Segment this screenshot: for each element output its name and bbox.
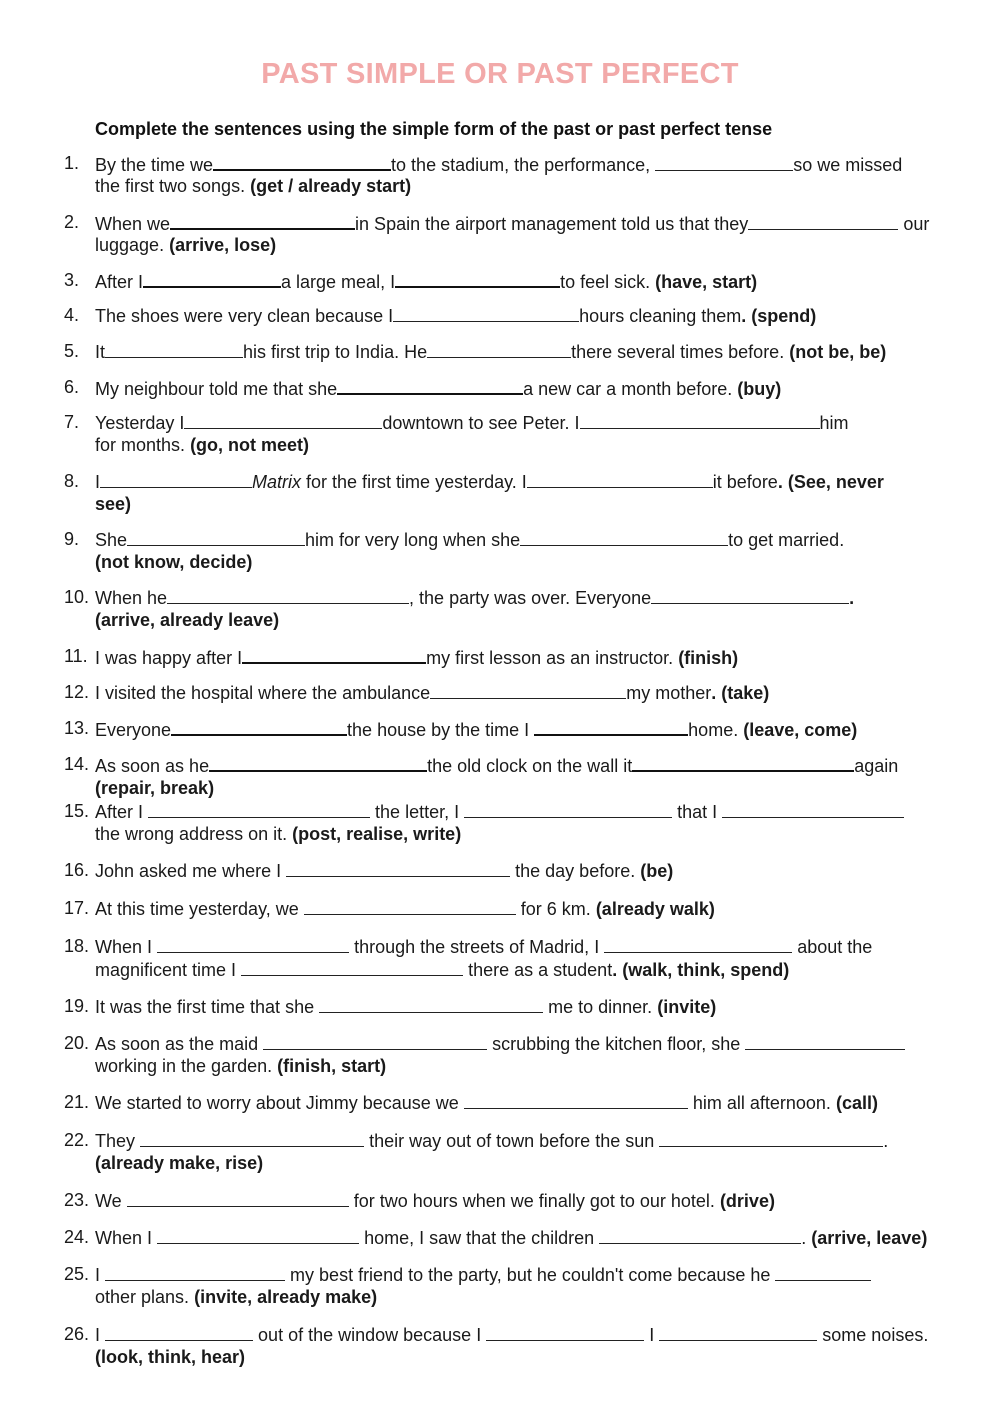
question-text: to get married. (728, 530, 845, 550)
answer-blank[interactable] (659, 1323, 817, 1341)
answer-blank[interactable] (105, 340, 243, 358)
question-text: I was happy after I (95, 648, 243, 668)
question-text: so we missed (793, 155, 903, 175)
question-text: my mother (626, 683, 712, 703)
verb-hint: (already make, rise) (95, 1153, 264, 1173)
question-line (95, 1286, 377, 1309)
answer-blank[interactable] (140, 1129, 364, 1147)
question-line (95, 800, 904, 824)
verb-hint: (repair, break) (95, 778, 215, 798)
answer-blank[interactable] (184, 411, 382, 429)
question-line (95, 434, 309, 457)
answer-blank[interactable] (319, 995, 543, 1013)
question-text: there as a student (468, 960, 613, 980)
answer-blank[interactable] (286, 859, 510, 877)
answer-blank[interactable] (167, 586, 409, 604)
question-text: My neighbour told me that she (95, 379, 338, 399)
answer-blank[interactable] (745, 1032, 905, 1050)
answer-blank[interactable] (604, 935, 792, 953)
verb-hint: . (spend) (741, 306, 817, 326)
question-line (95, 211, 929, 236)
question-text: At this time yesterday, we (95, 899, 299, 919)
answer-blank[interactable] (209, 753, 427, 772)
question-line (95, 1346, 245, 1369)
question-text: again (854, 756, 899, 776)
question-text: Everyone (95, 720, 172, 740)
question-text: home. (688, 720, 739, 740)
answer-blank[interactable] (127, 528, 305, 546)
answer-blank[interactable] (263, 1032, 487, 1050)
question-line (95, 175, 411, 198)
question-text: in Spain the airport management told us that they (355, 214, 749, 234)
answer-blank[interactable] (775, 1263, 871, 1281)
question-text: When I (95, 1228, 153, 1248)
verb-hint: (be) (640, 861, 674, 881)
answer-blank[interactable] (748, 212, 898, 230)
answer-blank[interactable] (213, 152, 391, 171)
question-number: 6. (64, 377, 80, 397)
answer-blank[interactable] (170, 211, 355, 230)
answer-blank[interactable] (105, 1263, 285, 1281)
question-text: home, I saw that the children (364, 1228, 595, 1248)
answer-blank[interactable] (127, 1189, 349, 1207)
question-text: my first lesson as an instructor. (426, 648, 674, 668)
question-line (95, 777, 214, 800)
question-text: hours cleaning them (579, 306, 742, 326)
verb-hint: see) (95, 494, 132, 514)
question-text: When he (95, 588, 168, 608)
question-text: our (903, 214, 930, 234)
question-text: I (649, 1325, 655, 1345)
answer-blank[interactable] (304, 897, 516, 915)
question-line (95, 493, 131, 516)
verb-hint: (not be, be) (789, 342, 887, 362)
answer-blank[interactable] (393, 304, 579, 322)
answer-blank[interactable] (580, 411, 820, 429)
question-line (95, 609, 279, 632)
question-line (95, 995, 716, 1019)
answer-blank[interactable] (100, 470, 252, 488)
question-number: 16. (64, 860, 90, 880)
verb-hint: (invite, already make) (194, 1287, 378, 1307)
question-text: It was the first time that she (95, 997, 315, 1017)
answer-blank[interactable] (148, 800, 370, 818)
question-line (95, 1263, 871, 1287)
answer-blank[interactable] (105, 1323, 253, 1341)
question-text: As soon as the maid (95, 1034, 259, 1054)
verb-hint: . (take) (711, 683, 770, 703)
question-line (95, 411, 849, 435)
question-line (95, 753, 898, 778)
question-line (95, 269, 757, 294)
answer-blank[interactable] (427, 340, 571, 358)
question-text: It (95, 342, 106, 362)
question-number: 21. (64, 1092, 90, 1112)
question-line (95, 958, 789, 982)
question-text: that I (677, 802, 718, 822)
question-text: downtown to see Peter. I (382, 413, 580, 433)
question-text: As soon as he (95, 756, 210, 776)
verb-hint: (drive) (719, 1191, 775, 1211)
question-line (95, 1091, 878, 1115)
question-text: I (95, 1265, 101, 1285)
answer-blank[interactable] (171, 717, 347, 736)
verb-hint: (arrive, already leave) (95, 610, 280, 630)
question-number: 26. (64, 1324, 90, 1344)
question-text: scrubbing the kitchen floor, she (492, 1034, 741, 1054)
question-line (95, 1226, 927, 1250)
verb-hint: (have, start) (655, 272, 758, 292)
question-line (95, 1189, 775, 1213)
question-number: 10. (64, 587, 90, 607)
question-text: through the streets of Madrid, I (354, 937, 600, 957)
answer-blank[interactable] (520, 528, 728, 546)
question-line (95, 340, 886, 364)
question-text: to the stadium, the performance, (391, 155, 651, 175)
verb-hint: (finish) (678, 648, 739, 668)
verb-hint: (call) (835, 1093, 878, 1113)
question-text: a large meal, I (281, 272, 396, 292)
question-text: to feel sick. (560, 272, 651, 292)
verb-hint: (get / already start) (250, 176, 412, 196)
question-text: John asked me where I (95, 861, 282, 881)
question-line (95, 859, 673, 883)
verb-hint: (invite) (657, 997, 717, 1017)
question-text: my best friend to the party, but he couldn't come because he (290, 1265, 771, 1285)
instructions: Complete the sentences using the simple form of the past or past perfect tense (95, 119, 773, 139)
question-number: 14. (64, 754, 90, 774)
question-text: , the party was over. Everyone (409, 588, 652, 608)
question-number: 24. (64, 1227, 90, 1247)
question-line (95, 935, 872, 959)
verb-hint: (buy) (737, 379, 782, 399)
question-text: . (883, 1131, 889, 1151)
verb-hint: . (walk, think, spend) (612, 960, 790, 980)
question-number: 23. (64, 1190, 90, 1210)
answer-blank[interactable] (395, 269, 560, 288)
question-text: luggage. (95, 235, 165, 255)
question-text: After I (95, 272, 144, 292)
question-text: The shoes were very clean because I (95, 306, 394, 326)
answer-blank[interactable] (242, 645, 426, 664)
question-number: 25. (64, 1264, 90, 1284)
question-text: After I (95, 802, 144, 822)
verb-hint: (go, not meet) (190, 435, 310, 455)
answer-blank[interactable] (659, 1129, 883, 1147)
verb-hint: (leave, come) (743, 720, 858, 740)
verb-hint: . (See, never (777, 472, 884, 492)
question-text: him for very long when she (305, 530, 521, 550)
answer-blank[interactable] (651, 586, 849, 604)
question-text: the old clock on the wall it (427, 756, 633, 776)
answer-blank[interactable] (241, 958, 463, 976)
question-number: 17. (64, 898, 90, 918)
answer-blank[interactable] (143, 269, 281, 288)
question-line (95, 551, 252, 574)
question-number: 22. (64, 1130, 90, 1150)
question-text: some noises. (822, 1325, 929, 1345)
answer-blank[interactable] (534, 717, 688, 736)
answer-blank[interactable] (655, 153, 793, 171)
question-text: his first trip to India. He (243, 342, 428, 362)
question-text: We started to worry about Jimmy because we (95, 1093, 459, 1113)
question-number: 11. (64, 646, 88, 666)
question-number: 15. (64, 801, 90, 821)
question-text: They (95, 1131, 136, 1151)
question-text: the letter, I (375, 802, 460, 822)
verb-hint: (finish, start) (277, 1056, 387, 1076)
question-number: 4. (64, 305, 80, 325)
question-number: 18. (64, 936, 90, 956)
question-text: there several times before. (571, 342, 785, 362)
answer-blank[interactable] (157, 1226, 359, 1244)
question-text: him (819, 413, 849, 433)
question-number: 13. (64, 718, 90, 738)
answer-blank[interactable] (486, 1323, 644, 1341)
question-line (95, 586, 854, 610)
question-number: 19. (64, 996, 90, 1016)
question-line (95, 152, 902, 177)
verb-hint: (not know, decide) (95, 552, 253, 572)
verb-hint: (arrive, lose) (169, 235, 277, 255)
question-line (95, 1055, 386, 1078)
question-line (95, 376, 781, 401)
question-text: She (95, 530, 128, 550)
answer-blank[interactable] (430, 681, 626, 699)
question-text: I (95, 472, 101, 492)
question-text: When I (95, 937, 153, 957)
question-text: their way out of town before the sun (369, 1131, 655, 1151)
answer-blank[interactable] (157, 935, 349, 953)
question-line (95, 234, 276, 257)
question-number: 12. (64, 682, 90, 702)
question-text: about the (797, 937, 873, 957)
answer-blank[interactable] (464, 1091, 688, 1109)
answer-blank[interactable] (599, 1226, 801, 1244)
question-line (95, 1152, 263, 1175)
question-line (95, 645, 738, 670)
question-text: the wrong address on it. (95, 824, 288, 844)
question-text: for 6 km. (520, 899, 591, 919)
question-number: 7. (64, 412, 80, 432)
question-line (95, 1032, 905, 1056)
question-text: other plans. (95, 1287, 190, 1307)
question-text: for months. (95, 435, 186, 455)
question-text: me to dinner. (548, 997, 653, 1017)
question-text: I visited the hospital where the ambulance (95, 683, 431, 703)
verb-hint: . (849, 588, 855, 608)
question-number: 9. (64, 529, 80, 549)
verb-hint: (look, think, hear) (95, 1347, 246, 1367)
answer-blank[interactable] (632, 753, 854, 772)
question-text: When we (95, 214, 171, 234)
question-number: 8. (64, 471, 80, 491)
question-text: it before (712, 472, 778, 492)
question-text: the house by the time I (347, 720, 530, 740)
answer-blank[interactable] (722, 800, 904, 818)
question-text: a new car a month before. (523, 379, 733, 399)
question-line (95, 681, 769, 705)
question-number: 1. (64, 153, 80, 173)
question-text: the first two songs. (95, 176, 246, 196)
question-text: out of the window because I (258, 1325, 482, 1345)
question-text: Yesterday I (95, 413, 185, 433)
question-text: Matrix (252, 472, 302, 492)
question-line (95, 1129, 888, 1153)
question-line (95, 304, 816, 328)
verb-hint: (post, realise, write) (292, 824, 462, 844)
question-text: the day before. (515, 861, 636, 881)
question-text: working in the garden. (95, 1056, 273, 1076)
question-number: 3. (64, 270, 80, 290)
question-number: 2. (64, 212, 80, 232)
verb-hint: (arrive, leave) (811, 1228, 928, 1248)
question-text: him all afternoon. (692, 1093, 831, 1113)
verb-hint: (already walk) (595, 899, 715, 919)
answer-blank[interactable] (527, 470, 713, 488)
question-line (95, 823, 461, 846)
question-line (95, 1323, 928, 1347)
answer-blank[interactable] (464, 800, 672, 818)
question-text: for the first time yesterday. I (306, 472, 527, 492)
question-line (95, 897, 715, 921)
question-line (95, 528, 844, 552)
question-text: We (95, 1191, 122, 1211)
answer-blank[interactable] (337, 376, 523, 395)
question-text: By the time we (95, 155, 214, 175)
question-line (95, 717, 857, 742)
question-text: for two hours when we finally got to our hotel. (353, 1191, 715, 1211)
question-text: . (801, 1228, 807, 1248)
question-line (95, 470, 884, 494)
question-number: 20. (64, 1033, 90, 1053)
question-number: 5. (64, 341, 80, 361)
question-text: I (95, 1325, 101, 1345)
page-title: PAST SIMPLE OR PAST PERFECT (261, 58, 739, 90)
question-text: magnificent time I (95, 960, 237, 980)
